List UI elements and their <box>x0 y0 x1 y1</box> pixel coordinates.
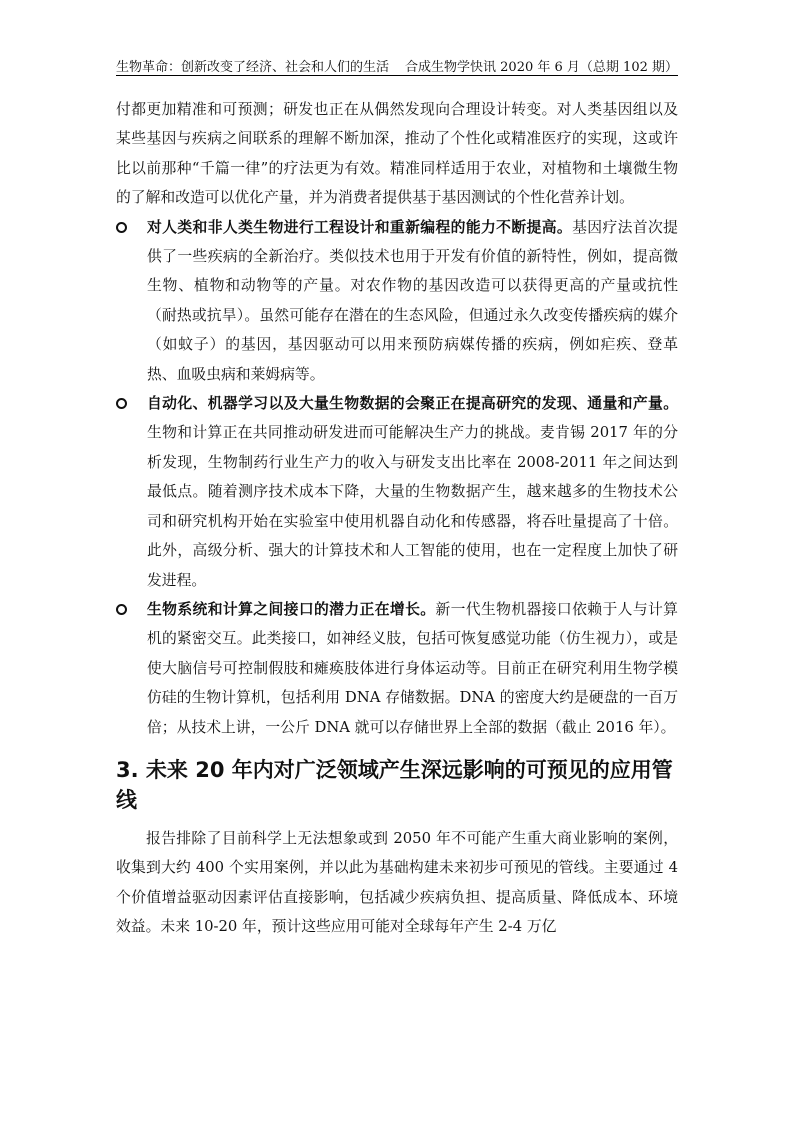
section-paragraph: 报告排除了目前科学上无法想象或到 2050 年不可能产生重大商业影响的案例，收集到大约 400 个实用案例，并以此为基础构建未来初步可预见的管线。主要通过 4 个价值增益驱动因素评估直接影响，包括减少疾病负担、提高质量、降低成本、环境效益。未来 10-20 年，预计这些应用可能对全球每年产生 2-4 万亿 <box>116 829 678 936</box>
header-left: 生物革命：创新改变了经济、社会和人们的生活 <box>116 60 390 75</box>
circle-bullet-icon <box>116 398 127 409</box>
header-right: 合成生物学快讯 2020 年 6 月（总期 102 期） <box>405 60 678 75</box>
bullet-text: 基因疗法首次提供了一些疾病的全新治疗。类似技术也用于开发有价值的新特性，例如，提高微生物、植物和动物等的产量。对农作物的基因改造可以获得更高的产量或抗性（耐热或抗旱）。虽然可能存在潜在的生态风险，但通过永久改变传播疾病的媒介（如蚊子）的基因，基因驱动可以用来预防病媒传播的疾病，例如疟疾、登革热、血吸虫病和莱姆病等。 <box>147 218 678 383</box>
bullet-heading: 自动化、机器学习以及大量生物数据的会聚正在提高研究的发现、通量和产量。 <box>147 395 678 413</box>
bullet-item <box>116 389 678 595</box>
bullet-item <box>116 595 678 742</box>
page-body <box>116 95 678 942</box>
bullet-item <box>116 213 678 389</box>
running-header <box>116 55 678 75</box>
bullet-text: 新一代生物机器接口依赖于人与计算机的紧密交互。此类接口，如神经义肢，包括可恢复感觉功能（仿生视力），或是使大脑信号可控制假肢和瘫痪肢体进行身体运动等。目前正在研究利用生物学模仿硅的生物计算机，包括利用 DNA 存储数据。DNA 的密度大约是硬盘的一百万倍；从技术上讲，一公斤 DNA 就可以存储世界上全部的数据（截止 2016 年）。 <box>147 600 678 736</box>
bullet-heading: 生物系统和计算之间接口的潜力正在增长。 <box>147 600 436 618</box>
circle-bullet-icon <box>116 604 127 615</box>
section-heading: 3. 未来 20 年内对广泛领域产生深远影响的可预见的应用管线 <box>116 757 673 812</box>
intro-paragraph: 付都更加精准和可预测；研发也正在从偶然发现向合理设计转变。对人类基因组以及某些基因与疾病之间联系的理解不断加深，推动了个性化或精准医疗的实现，这或许比以前那种“千篇一律”的疗法更为有效。精准同样适用于农业，对植物和土壤微生物的了解和改造可以优化产量，并为消费者提供基于基因测试的个性化营养计划。 <box>116 101 678 207</box>
circle-bullet-icon <box>116 222 127 233</box>
bullet-heading: 对人类和非人类生物进行工程设计和重新编程的能力不断提高。 <box>147 218 573 236</box>
header-rule <box>116 75 678 76</box>
bullet-text: 生物和计算正在共同推动研发进而可能解决生产力的挑战。麦肯锡 2017 年的分析发现，生物制药行业生产力的收入与研发支出比率在 2008-2011 年之间达到最低点。随着测序技术成本下降，大量的生物数据产生，越来越多的生物技术公司和研究机构开始在实验室中使用机器自动化和传感器，将吞吐量提高了十倍。此外，高级分析、强大的计算技术和人工智能的使用，也在一定程度上加快了研发进程。 <box>147 424 678 589</box>
